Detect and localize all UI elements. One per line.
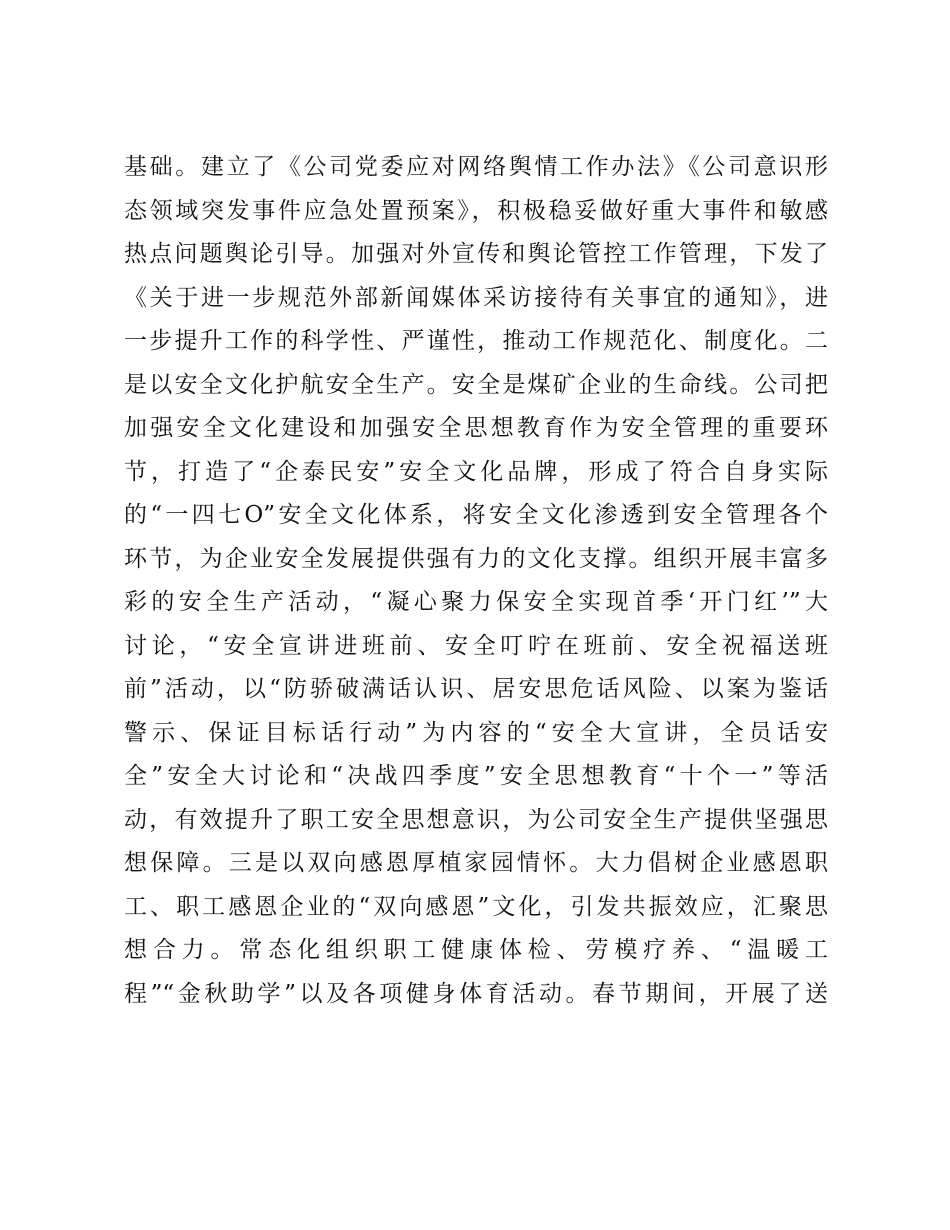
text-line: 基础。建立了《公司党委应对网络舆情工作办法》《公司意识形 bbox=[124, 154, 828, 180]
text-line: 环节，为企业安全发展提供强有力的文化支撑。组织开展丰富多 bbox=[124, 545, 828, 572]
body-paragraph bbox=[124, 146, 828, 1016]
text-line: 讨论，“安全宣讲进班前、安全叮咛在班前、安全祝福送班 bbox=[124, 632, 828, 659]
text-line: 加强安全文化建设和加强安全思想教育作为安全管理的重要环 bbox=[124, 415, 828, 441]
text-line: 前”活动，以“防骄破满话认识、居安思危话风险、以案为鉴话 bbox=[124, 676, 828, 702]
text-line: 是以安全文化护航安全生产。安全是煤矿企业的生命线。公司把 bbox=[124, 371, 828, 398]
text-line: 的“一四七O”安全文化体系，将安全文化渗透到安全管理各个 bbox=[124, 502, 828, 528]
text-line: 态领域突发事件应急处置预案》，积极稳妥做好重大事件和敏感 bbox=[124, 197, 828, 224]
text-line: 《关于进一步规范外部新闻媒体采访接待有关事宜的通知》，进 bbox=[124, 284, 828, 311]
text-line: 热点问题舆论引导。加强对外宣传和舆论管控工作管理，下发了 bbox=[124, 241, 828, 267]
text-line: 节，打造了“企泰民安”安全文化品牌，形成了符合自身实际 bbox=[124, 458, 828, 485]
text-line: 想保障。三是以双向感恩厚植家园情怀。大力倡树企业感恩职 bbox=[124, 850, 828, 876]
text-line: 警示、保证目标话行动”为内容的“安全大宣讲，全员话安 bbox=[124, 719, 828, 746]
text-line: 一步提升工作的科学性、严谨性，推动工作规范化、制度化。二 bbox=[124, 328, 828, 354]
text-line: 全”安全大讨论和“决战四季度”安全思想教育“十个一”等活 bbox=[124, 763, 828, 789]
text-line: 工、职工感恩企业的“双向感恩”文化，引发共振效应，汇聚思 bbox=[124, 893, 828, 920]
text-line: 程”“金秋助学”以及各项健身体育活动。春节期间，开展了送 bbox=[124, 980, 828, 1007]
text-line: 动，有效提升了职工安全思想意识，为公司安全生产提供坚强思 bbox=[124, 806, 828, 833]
text-line: 想合力。常态化组织职工健康体检、劳模疗养、“温暖工 bbox=[124, 937, 828, 963]
text-line: 彩的安全生产活动，“凝心聚力保安全实现首季‘开门红’”大 bbox=[124, 589, 828, 615]
